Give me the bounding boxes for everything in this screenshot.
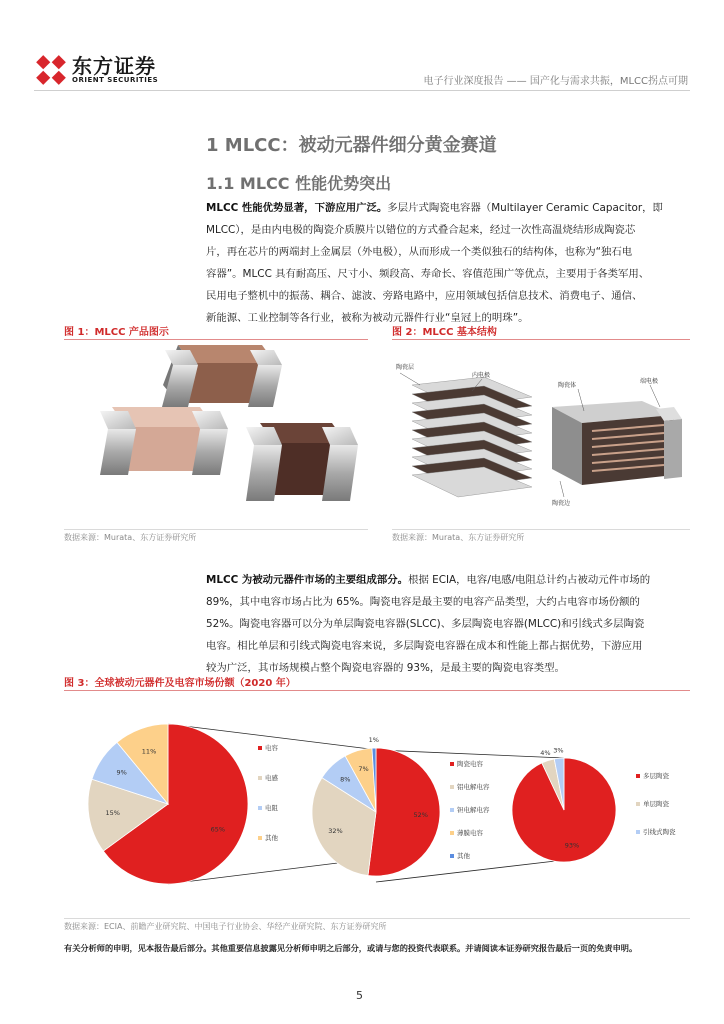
pie-data-label: 1% (368, 736, 379, 745)
label-ceramic-body: 陶瓷体 (558, 382, 577, 389)
paragraph-line: 较为广泛，其市场规模占整个陶瓷电容器的 93%，是最主要的陶瓷电容类型。 (206, 662, 565, 674)
label-ceramic-layer: 陶瓷层 (396, 364, 415, 371)
paragraph-line (206, 569, 684, 591)
paragraph-line: 新能源、工业控制等各行业，被称为被动元器件行业“皇冠上的明珠”。 (206, 312, 529, 324)
paragraph-lead: MLCC 性能优势显著，下游应用广泛。 (206, 202, 388, 214)
mlcc-chip-dark (246, 423, 358, 501)
legend-label: 薄膜电容 (457, 829, 483, 837)
pie-data-label: 65% (210, 825, 226, 834)
legend-swatch (450, 785, 454, 789)
section-heading: 1 MLCC：被动元器件细分黄金赛道 (206, 135, 497, 156)
legend-swatch (636, 774, 640, 778)
orient-securities-logo-icon (34, 53, 68, 87)
pie-data-label: 11% (141, 747, 157, 756)
pie-data-label: 9% (116, 768, 127, 777)
label-inner-electrode: 内电极 (472, 372, 491, 379)
legend-swatch (450, 831, 454, 835)
pie-data-label: 52% (413, 810, 428, 819)
paragraph-market-share (206, 569, 684, 679)
legend-label: 电容 (265, 744, 278, 752)
legend-swatch (258, 746, 262, 750)
legend-swatch (450, 854, 454, 858)
report-subtitle: 电子行业深度报告 —— 国产化与需求共振，MLCC拐点可期 (423, 76, 688, 87)
mlcc-chip-brown (162, 345, 282, 407)
legend-label: 单层陶瓷 (643, 800, 669, 808)
pie-data-label: 3% (553, 746, 564, 755)
legend-label: 钽电解电容 (457, 806, 490, 814)
market-share-pie-charts (64, 694, 690, 916)
paragraph-line: MLCC），是由内电极的陶瓷介质膜片以错位的方式叠合起来，经过一次性高温烧结形成陶瓷芯 (206, 224, 636, 236)
legend-swatch (636, 830, 640, 834)
pie-data-label: 4% (540, 748, 551, 757)
mlcc-chip-pink (100, 407, 228, 475)
figure3-caption: 图 3：全球被动元器件及电容市场份额（2020 年） (64, 678, 296, 689)
legend-swatch (258, 806, 262, 810)
label-ceramic-edge: 陶瓷边 (552, 500, 571, 507)
pie-data-label: 7% (358, 764, 369, 773)
legend-label: 其他 (265, 834, 278, 842)
pie-chart-2 (312, 736, 490, 876)
paragraph-text: 根据 ECIA，电容/电感/电阻总计约占被动元件市场的 (408, 574, 651, 586)
paragraph-line: 89%，其中电容市场占比为 65%。陶瓷电容是最主要的电容产品类型，大约占电容市场份额的 (206, 596, 640, 608)
figure2-source-rule (392, 529, 690, 530)
paragraph-lead: MLCC 为被动元器件市场的主要组成部分。 (206, 574, 409, 586)
pie-data-label: 93% (564, 841, 580, 850)
mlcc-structure-diagram (392, 345, 690, 525)
pie-data-label: 8% (340, 775, 351, 784)
figure1-source: 数据来源：Murata、东方证券研究所 (64, 533, 197, 542)
figure1-caption-rule (64, 339, 368, 340)
paragraph-line: 片，再在芯片的两端封上金属层（外电极），从而形成一个类似独石的结构体，也称为“独石电 (206, 246, 633, 258)
legend-label: 多层陶瓷 (643, 772, 669, 780)
legend-label: 陶瓷电容 (457, 760, 483, 768)
paragraph-line: 52%。陶瓷电容器可以分为单层陶瓷电容器(SLCC)、多层陶瓷电容器(MLCC)和引线式多层陶瓷 (206, 618, 645, 630)
pie-chart-3 (512, 746, 676, 862)
figure3-caption-rule (64, 690, 690, 691)
header-divider (34, 90, 690, 91)
paragraph-text: 多层片式陶瓷电容器（Multilayer Ceramic Capacitor，即 (387, 202, 663, 214)
logo-english-name: ORIENT SECURITIES (72, 76, 159, 84)
figure1-caption: 图 1：MLCC 产品图示 (64, 327, 169, 338)
paragraph-mlcc-intro (206, 197, 684, 329)
label-end-electrode: 端电极 (640, 378, 659, 385)
legend-swatch (450, 762, 454, 766)
legend-label: 引线式陶瓷 (643, 828, 676, 836)
figure3-source: 数据来源：ECIA、前瞻产业研究院、中国电子行业协会、华经产业研究院、东方证券研究所 (64, 922, 387, 931)
stacked-layers (412, 377, 532, 497)
disclaimer-text: 有关分析师的申明，见本报告最后部分。其他重要信息披露见分析师申明之后部分，或请与您的投资代表联系。并请阅读本证券研究报告最后一页的免责申明。 (64, 943, 638, 953)
figure2-source: 数据来源：Murata、东方证券研究所 (392, 533, 525, 542)
mlcc-cross-section (552, 401, 682, 485)
mlcc-product-photo (70, 345, 366, 525)
legend-label: 电阻 (265, 804, 278, 812)
page-number: 5 (356, 989, 363, 1002)
pie-slice (368, 748, 440, 876)
legend-swatch (450, 808, 454, 812)
pie-chart-1 (88, 724, 279, 884)
figure1-source-rule (64, 529, 368, 530)
legend-swatch (636, 802, 640, 806)
pie-data-label: 15% (105, 808, 120, 817)
legend-label: 电感 (265, 774, 278, 782)
legend-label: 其他 (457, 852, 470, 860)
paragraph-line: 民用电子整机中的振荡、耦合、滤波、旁路电路中，应用领域包括信息技术、消费电子、通信、 (206, 290, 643, 302)
figure2-caption-rule (392, 339, 690, 340)
legend-swatch (258, 836, 262, 840)
paragraph-line: 容器”。MLCC 具有耐高压、尺寸小、频段高、寿命长、容值范围广等优点，主要用于各类军用、 (206, 268, 650, 280)
paragraph-line (206, 197, 684, 219)
legend-label: 铝电解电容 (457, 783, 490, 791)
pie-data-label: 32% (328, 827, 343, 836)
figure2-caption: 图 2：MLCC 基本结构 (392, 327, 497, 338)
figure3-source-rule (64, 918, 690, 919)
legend-swatch (258, 776, 262, 780)
subsection-heading: 1.1 MLCC 性能优势突出 (206, 174, 392, 193)
logo-chinese-name: 东方证券 (72, 54, 156, 78)
paragraph-line: 电容。相比单层和引线式陶瓷电容来说，多层陶瓷电容器在成本和性能上都占据优势，下游应用 (206, 640, 643, 652)
